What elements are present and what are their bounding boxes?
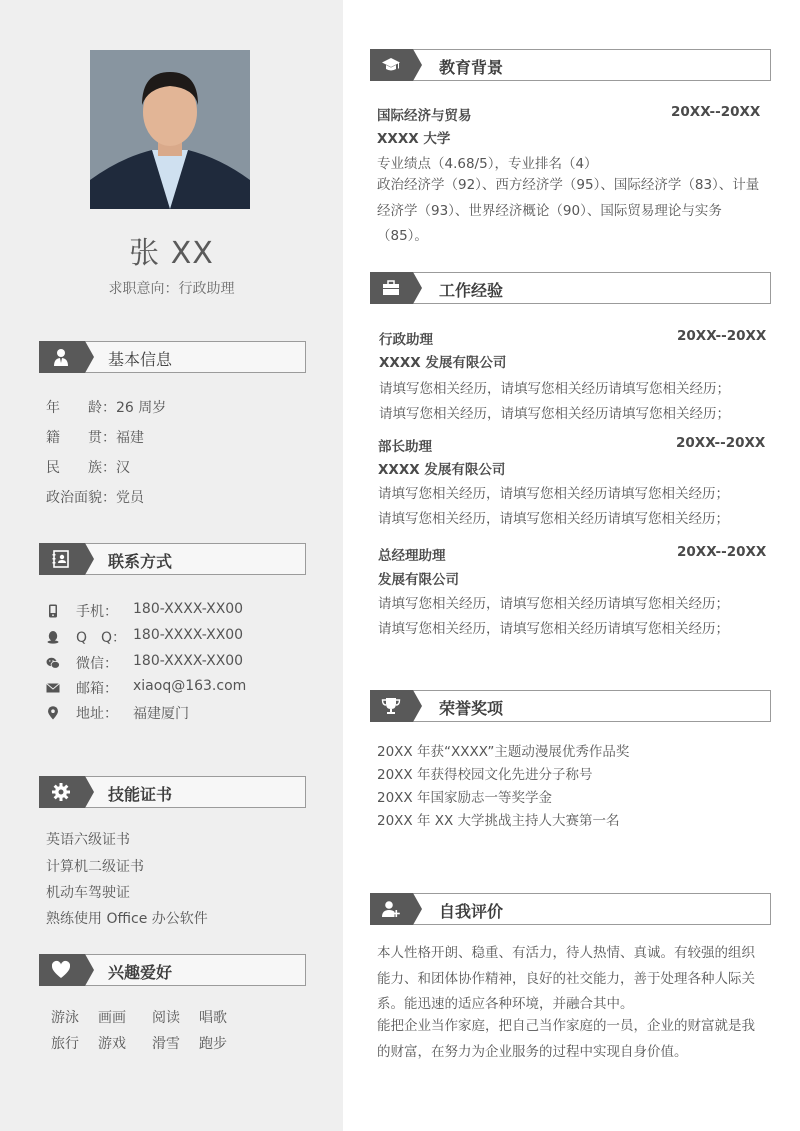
section-title: 联系方式 [108,552,173,571]
hobby-item: 滑雪 [152,1036,180,1052]
hobby-item: 阅读 [152,1010,180,1026]
job-role: 行政助理 [379,332,433,348]
section-title: 荣誉奖项 [439,699,504,718]
honor-item: 20XX 年获得校园文化先进分子称号 [377,767,593,783]
section-header-work [370,272,771,304]
job-date: 20XX--20XX [676,435,766,451]
job-line: 请填写您相关经历，请填写您相关经历请填写您相关经历； [378,621,729,637]
self-eval-p2: 能把企业当作家庭，把自己当作家庭的一员，企业的财富就是我的财富，在努力为企业服务的过程中实现自身价值。 [377,1018,755,1060]
section-title: 工作经验 [439,281,504,300]
basic-age: 年 龄：26 周岁 [46,400,167,416]
profile-photo [90,50,250,209]
job-line: 请填写您相关经历，请填写您相关经历请填写您相关经历； [379,406,730,422]
phone-icon [46,604,60,618]
trophy-icon [381,696,401,716]
skill-item: 计算机二级证书 [46,859,144,875]
hobby-item: 唱歌 [199,1010,227,1026]
job-line: 请填写您相关经历，请填写您相关经历请填写您相关经历； [378,486,729,502]
section-title: 基本信息 [108,350,173,369]
basic-origin: 籍 贯：福建 [46,430,144,446]
job-line: 请填写您相关经历，请填写您相关经历请填写您相关经历； [378,511,729,527]
job-line: 请填写您相关经历，请填写您相关经历请填写您相关经历； [378,596,729,612]
section-header-skills [39,776,306,808]
edu-major: 国际经济与贸易 [377,108,472,124]
section-header-basic [39,341,306,373]
mail-icon [46,681,60,695]
job-company: 发展有限公司 [378,572,459,588]
briefcase-icon [381,278,401,298]
section-header-contact [39,543,306,575]
honor-item: 20XX 年 XX 大学挑战主持人大赛第一名 [377,813,620,829]
section-header-hobbies [39,954,306,986]
section-header-self [370,893,771,925]
location-icon [46,706,60,720]
edu-date: 20XX--20XX [671,104,761,120]
hobby-item: 跑步 [199,1036,227,1052]
graduation-cap-icon [381,55,401,75]
gear-icon [51,782,71,802]
section-title: 技能证书 [108,785,173,804]
wechat-icon [46,656,60,670]
edu-gpa: 专业绩点（4.68/5），专业排名（4） [377,156,598,172]
section-title: 自我评价 [439,902,504,921]
honor-item: 20XX 年国家励志一等奖学金 [377,790,552,806]
basic-politics: 政治面貌：党员 [46,490,144,506]
user-plus-icon [381,899,401,919]
edu-courses: 政治经济学（92）、西方经济学（95）、国际经济学（83）、计量经济学（93）、世界经济概论（90）、国际贸易理论与实务（85）。 [377,177,760,244]
job-date: 20XX--20XX [677,544,767,560]
section-header-education [370,49,771,81]
contact-card-icon [51,549,71,569]
hobby-item: 画画 [98,1010,126,1026]
candidate-name: 张 XX [129,236,214,271]
job-company: XXXX 发展有限公司 [379,355,507,371]
hobby-item: 游泳 [51,1010,79,1026]
skill-item: 机动车驾驶证 [46,885,130,901]
skill-item: 熟练使用 Office 办公软件 [46,911,208,927]
job-role: 部长助理 [378,439,432,455]
skill-item: 英语六级证书 [46,832,130,848]
section-title: 兴趣爱好 [108,963,173,982]
job-role: 总经理助理 [378,548,446,564]
job-date: 20XX--20XX [677,328,767,344]
basic-ethnicity: 民 族：汉 [46,460,130,476]
qq-icon [46,630,60,644]
job-line: 请填写您相关经历，请填写您相关经历请填写您相关经历； [379,381,730,397]
heart-icon [51,960,71,980]
hobby-item: 游戏 [98,1036,126,1052]
job-company: XXXX 发展有限公司 [378,462,506,478]
hobby-item: 旅行 [51,1036,79,1052]
honor-item: 20XX 年获“XXXX”主题动漫展优秀作品奖 [377,744,630,760]
job-intent: 求职意向：行政助理 [108,281,235,297]
section-title: 教育背景 [439,58,504,77]
section-header-honors [370,690,771,722]
edu-school: XXXX 大学 [377,131,451,147]
self-eval-p1: 本人性格开朗、稳重、有活力，待人热情、真诚。有较强的组织能力、和团体协作精神，良好的社交能力，善于处理各种人际关系。能迅速的适应各种环境，并融合其中。 [377,945,755,1012]
person-icon [51,347,71,367]
